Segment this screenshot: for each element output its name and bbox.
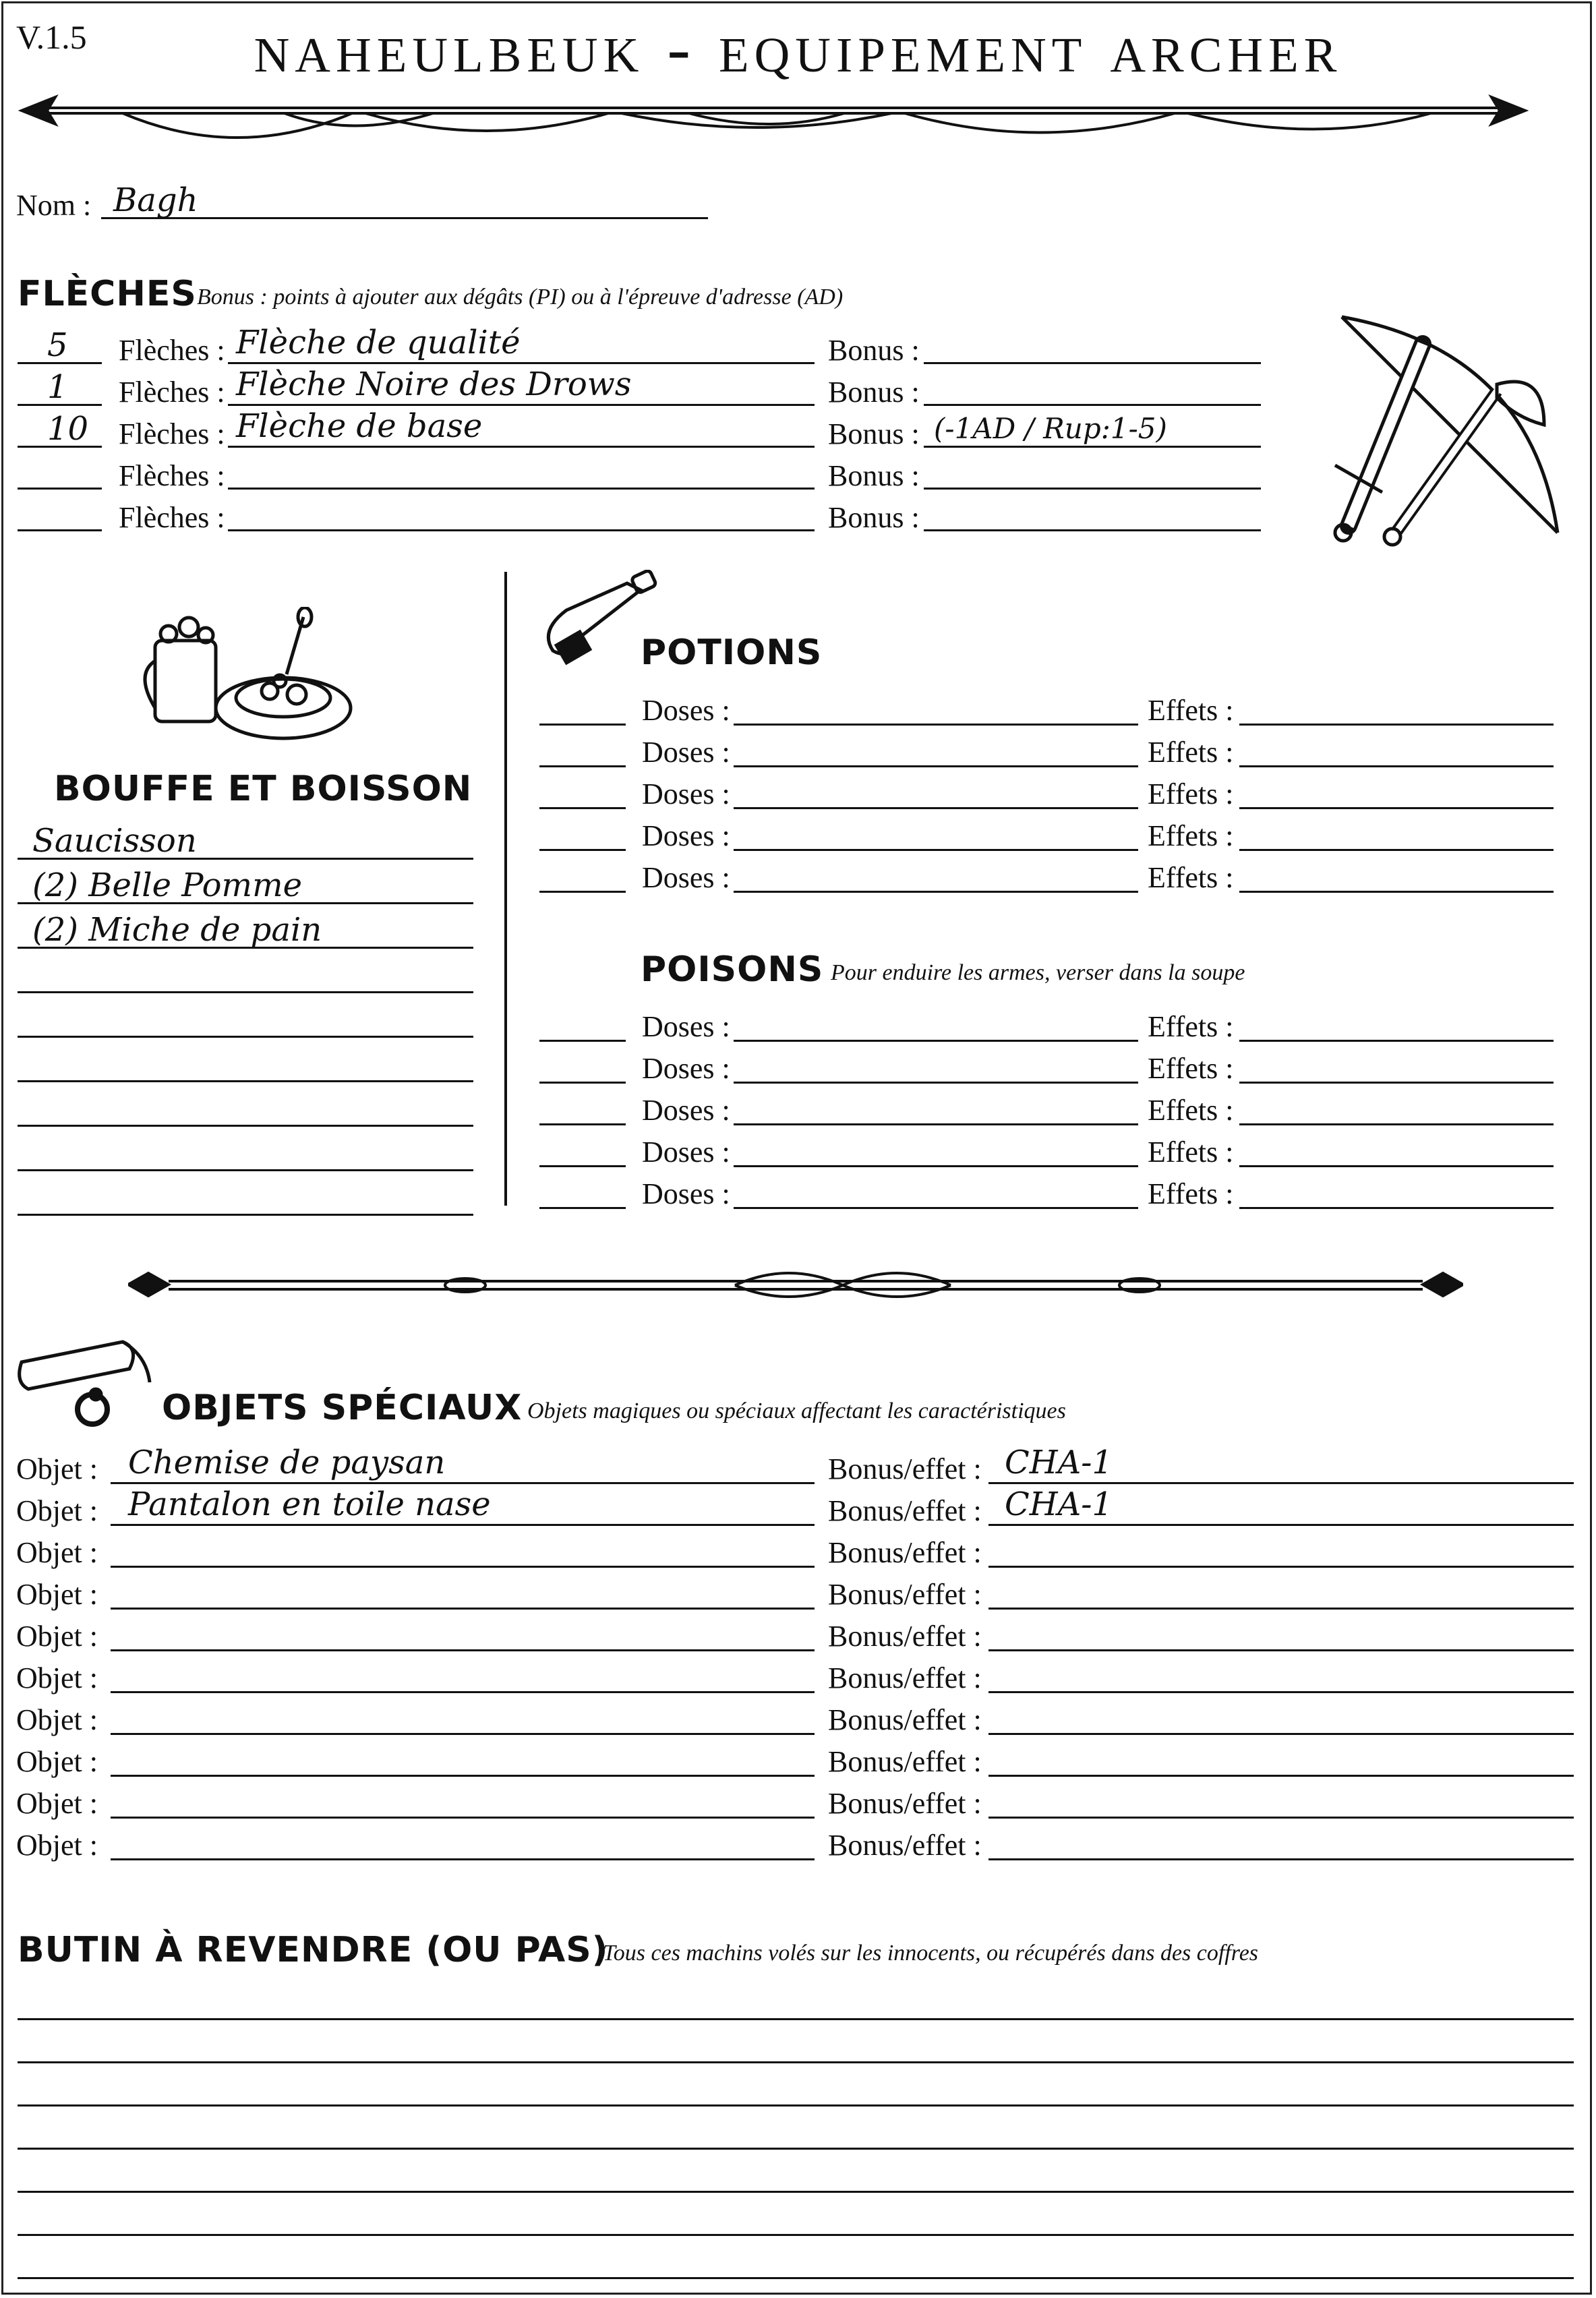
- fleches-qty-line[interactable]: [18, 529, 102, 531]
- poisons-doses-line[interactable]: [734, 1040, 1138, 1042]
- objet-label: Objet :: [16, 1661, 98, 1695]
- objets-title: OBJETS SPÉCIAUX: [162, 1388, 523, 1428]
- objet-name[interactable]: Chemise de paysan: [128, 1444, 446, 1481]
- fleches-bonus-label: Bonus :: [828, 334, 920, 367]
- fleches-qty[interactable]: 10: [47, 410, 89, 448]
- potions-effets-label: Effets :: [1148, 694, 1234, 727]
- butin-title: BUTIN À REVENDRE (OU PAS): [18, 1930, 609, 1970]
- potions-doses-line[interactable]: [734, 849, 1138, 851]
- butin-line[interactable]: [18, 2018, 1574, 2020]
- staff-divider-icon: [128, 1261, 1463, 1308]
- potions-effets-line[interactable]: [1239, 807, 1554, 809]
- poisons-qty-line[interactable]: [539, 1040, 626, 1042]
- objet-bonus-label: Bonus/effet :: [828, 1578, 982, 1611]
- bouffe-item[interactable]: Saucisson: [32, 822, 197, 860]
- poisons-doses-label: Doses :: [642, 1177, 730, 1210]
- poisons-doses-line[interactable]: [734, 1082, 1138, 1084]
- beer-and-stew-icon: [135, 607, 357, 742]
- objet-label: Objet :: [16, 1787, 98, 1820]
- potions-qty-line[interactable]: [539, 891, 626, 893]
- fleches-bonus-label: Bonus :: [828, 417, 920, 450]
- objet-bonus-label: Bonus/effet :: [828, 1745, 982, 1778]
- objet-bonus-line[interactable]: [988, 1482, 1574, 1484]
- fleches-name-line[interactable]: [228, 446, 815, 448]
- potions-doses-line[interactable]: [734, 724, 1138, 726]
- fleches-qty[interactable]: 1: [47, 368, 68, 406]
- objet-name-line[interactable]: [111, 1858, 815, 1860]
- butin-line[interactable]: [18, 2061, 1574, 2063]
- poisons-subtitle: Pour enduire les armes, verser dans la soupe: [831, 960, 1245, 985]
- fleches-label: Flèches :: [119, 459, 225, 492]
- objet-name[interactable]: Pantalon en toile nase: [128, 1485, 491, 1523]
- poisons-doses-label: Doses :: [642, 1136, 730, 1169]
- poisons-qty-line[interactable]: [539, 1123, 626, 1125]
- bouffe-line[interactable]: [18, 1036, 473, 1038]
- fleches-bonus-line[interactable]: [924, 362, 1261, 364]
- butin-line[interactable]: [18, 2191, 1574, 2193]
- potions-qty-line[interactable]: [539, 724, 626, 726]
- objet-bonus[interactable]: CHA-1: [1005, 1444, 1113, 1481]
- potions-effets-line[interactable]: [1239, 765, 1554, 767]
- poisons-qty-line[interactable]: [539, 1165, 626, 1167]
- fleches-title: FLÈCHES: [18, 274, 197, 314]
- objet-bonus-line[interactable]: [988, 1858, 1574, 1860]
- poisons-doses-line[interactable]: [734, 1165, 1138, 1167]
- poisons-doses-line[interactable]: [734, 1207, 1138, 1209]
- butin-line[interactable]: [18, 2104, 1574, 2106]
- poisons-title: POISONS: [641, 949, 824, 990]
- fleches-subtitle: Bonus : points à ajouter aux dégâts (PI) ou à l'épreuve d'adresse (AD): [197, 285, 844, 310]
- objet-label: Objet :: [16, 1745, 98, 1778]
- objet-label: Objet :: [16, 1703, 98, 1736]
- objet-label: Objet :: [16, 1536, 98, 1569]
- arrow-divider-icon: [15, 88, 1532, 142]
- potions-doses-line[interactable]: [734, 807, 1138, 809]
- objets-subtitle: Objets magiques ou spéciaux affectant les caractéristiques: [527, 1398, 1066, 1423]
- column-divider: [504, 572, 507, 1206]
- poisons-effets-line[interactable]: [1239, 1165, 1554, 1167]
- potions-doses-label: Doses :: [642, 819, 730, 852]
- objet-bonus-line[interactable]: [988, 1691, 1574, 1693]
- objet-bonus-line[interactable]: [988, 1524, 1574, 1526]
- crossed-weapons-icon: [1328, 310, 1564, 553]
- fleches-qty[interactable]: 5: [47, 326, 68, 364]
- butin-line[interactable]: [18, 2277, 1574, 2279]
- fleches-bonus-label: Bonus :: [828, 376, 920, 409]
- poisons-effets-line[interactable]: [1239, 1082, 1554, 1084]
- objet-bonus-line[interactable]: [988, 1733, 1574, 1735]
- bouffe-line[interactable]: [18, 1214, 473, 1216]
- objet-bonus-label: Bonus/effet :: [828, 1620, 982, 1653]
- potions-effets-label: Effets :: [1148, 861, 1234, 894]
- potions-doses-label: Doses :: [642, 736, 730, 769]
- poisons-doses-label: Doses :: [642, 1010, 730, 1043]
- bouffe-line[interactable]: [18, 1080, 473, 1082]
- potions-doses-line[interactable]: [734, 765, 1138, 767]
- potions-effets-line[interactable]: [1239, 849, 1554, 851]
- fleches-qty-line[interactable]: [18, 488, 102, 490]
- objet-bonus-label: Bonus/effet :: [828, 1494, 982, 1527]
- fleches-name-line[interactable]: [228, 529, 815, 531]
- potions-effets-line[interactable]: [1239, 724, 1554, 726]
- fleches-bonus-label: Bonus :: [828, 459, 920, 492]
- sheet-title: naheulbeuk - equipement archer: [254, 9, 1342, 87]
- poisons-qty-line[interactable]: [539, 1207, 626, 1209]
- objet-bonus-line[interactable]: [988, 1608, 1574, 1610]
- fleches-name-line[interactable]: [228, 404, 815, 406]
- fleches-label: Flèches :: [119, 417, 225, 450]
- bouffe-title: BOUFFE ET BOISSON: [54, 769, 473, 809]
- poisons-doses-label: Doses :: [642, 1052, 730, 1085]
- scroll-and-ring-icon: [15, 1335, 163, 1430]
- butin-line[interactable]: [18, 2234, 1574, 2236]
- objet-name-line[interactable]: [111, 1524, 815, 1526]
- objet-bonus-line[interactable]: [988, 1817, 1574, 1819]
- objet-name-line[interactable]: [111, 1482, 815, 1484]
- bouffe-item[interactable]: (2) Miche de pain: [32, 911, 322, 949]
- bouffe-line[interactable]: [18, 1169, 473, 1171]
- objet-name-line[interactable]: [111, 1608, 815, 1610]
- fleches-bonus-line[interactable]: [924, 529, 1261, 531]
- potions-effets-line[interactable]: [1239, 891, 1554, 893]
- fleches-name-line[interactable]: [228, 488, 815, 490]
- fleches-name[interactable]: Flèche de base: [236, 407, 483, 445]
- objet-name-line[interactable]: [111, 1775, 815, 1777]
- fleches-name[interactable]: Flèche de qualité: [236, 324, 521, 361]
- objet-label: Objet :: [16, 1620, 98, 1653]
- objet-bonus-label: Bonus/effet :: [828, 1661, 982, 1695]
- fleches-label: Flèches :: [119, 376, 225, 409]
- potions-effets-label: Effets :: [1148, 736, 1234, 769]
- poisons-qty-line[interactable]: [539, 1082, 626, 1084]
- poisons-effets-line[interactable]: [1239, 1040, 1554, 1042]
- poisons-effets-label: Effets :: [1148, 1177, 1234, 1210]
- objet-bonus[interactable]: CHA-1: [1005, 1485, 1113, 1523]
- potions-doses-label: Doses :: [642, 861, 730, 894]
- objet-name-line[interactable]: [111, 1733, 815, 1735]
- poisons-effets-label: Effets :: [1148, 1094, 1234, 1127]
- poisons-doses-line[interactable]: [734, 1123, 1138, 1125]
- objet-name-line[interactable]: [111, 1691, 815, 1693]
- potions-effets-label: Effets :: [1148, 819, 1234, 852]
- nom-label: Nom :: [16, 189, 92, 222]
- objet-name-line[interactable]: [111, 1649, 815, 1651]
- potions-doses-line[interactable]: [734, 891, 1138, 893]
- potions-effets-label: Effets :: [1148, 777, 1234, 811]
- objet-bonus-label: Bonus/effet :: [828, 1536, 982, 1569]
- objet-bonus-line[interactable]: [988, 1649, 1574, 1651]
- potions-title: POTIONS: [641, 632, 823, 673]
- objet-bonus-label: Bonus/effet :: [828, 1452, 982, 1485]
- fleches-bonus[interactable]: (-1AD / Rup:1-5): [934, 412, 1167, 445]
- objet-bonus-line[interactable]: [988, 1775, 1574, 1777]
- bouffe-item[interactable]: (2) Belle Pomme: [32, 866, 302, 904]
- bouffe-line[interactable]: [18, 991, 473, 993]
- potions-qty-line[interactable]: [539, 765, 626, 767]
- objet-bonus-label: Bonus/effet :: [828, 1787, 982, 1820]
- fleches-label: Flèches :: [119, 501, 225, 534]
- poisons-effets-line[interactable]: [1239, 1123, 1554, 1125]
- fleches-bonus-line[interactable]: [924, 404, 1261, 406]
- fleches-name-line[interactable]: [228, 362, 815, 364]
- objet-label: Objet :: [16, 1578, 98, 1611]
- nom-value[interactable]: Bagh: [113, 181, 198, 219]
- objet-bonus-line[interactable]: [988, 1566, 1574, 1568]
- fleches-bonus-label: Bonus :: [828, 501, 920, 534]
- poisons-effets-label: Effets :: [1148, 1136, 1234, 1169]
- fleches-label: Flèches :: [119, 334, 225, 367]
- objet-name-line[interactable]: [111, 1566, 815, 1568]
- fleches-bonus-line[interactable]: [924, 488, 1261, 490]
- objet-label: Objet :: [16, 1494, 98, 1527]
- potions-doses-label: Doses :: [642, 694, 730, 727]
- potions-doses-label: Doses :: [642, 777, 730, 811]
- potions-qty-line[interactable]: [539, 807, 626, 809]
- objet-bonus-label: Bonus/effet :: [828, 1829, 982, 1862]
- bouffe-line[interactable]: [18, 1125, 473, 1127]
- butin-subtitle: Tous ces machins volés sur les innocents, ou récupérés dans des coffres: [603, 1941, 1259, 1966]
- fleches-name[interactable]: Flèche Noire des Drows: [236, 365, 632, 403]
- version-label: V.1.5: [16, 18, 87, 56]
- butin-line[interactable]: [18, 2148, 1574, 2150]
- poisons-effets-label: Effets :: [1148, 1010, 1234, 1043]
- poisons-doses-label: Doses :: [642, 1094, 730, 1127]
- objet-bonus-label: Bonus/effet :: [828, 1703, 982, 1736]
- poisons-effets-line[interactable]: [1239, 1207, 1554, 1209]
- objet-name-line[interactable]: [111, 1817, 815, 1819]
- objet-label: Objet :: [16, 1452, 98, 1485]
- potions-qty-line[interactable]: [539, 849, 626, 851]
- objet-label: Objet :: [16, 1829, 98, 1862]
- poisons-effets-label: Effets :: [1148, 1052, 1234, 1085]
